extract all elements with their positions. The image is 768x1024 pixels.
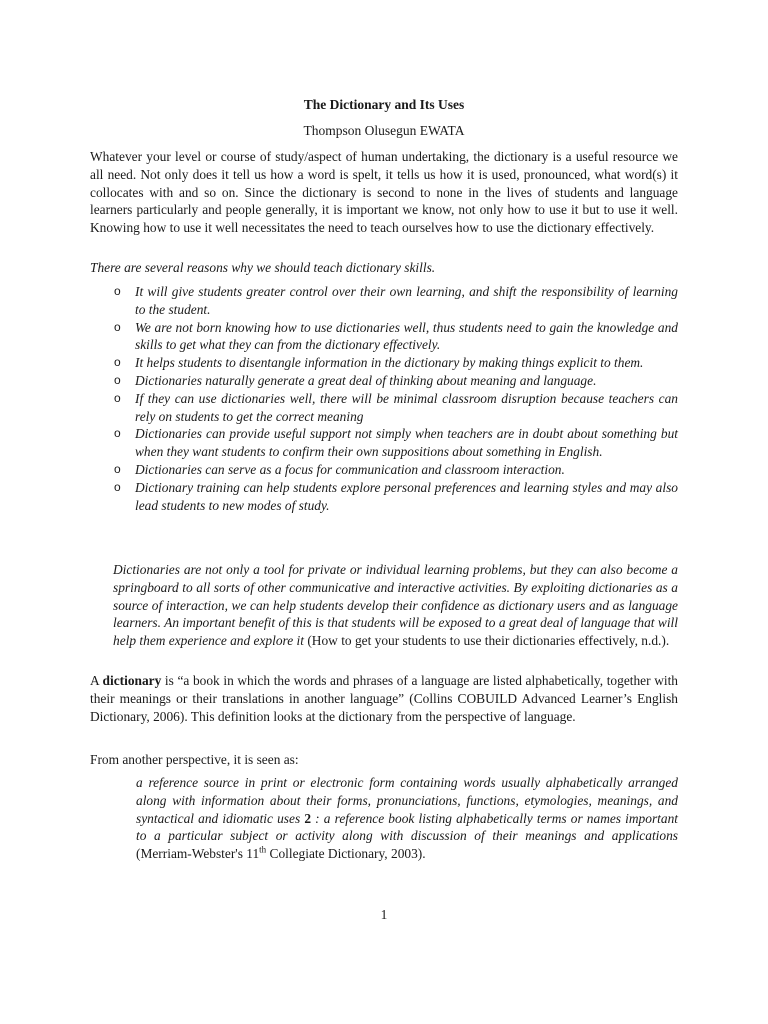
bullet-marker: o [114,284,121,298]
definition-paragraph [90,672,678,725]
list-item-text: It helps students to disentangle information in the dictionary by making things explicit to them. [135,355,644,371]
list-item [90,372,678,390]
bullet-marker: o [114,355,121,370]
definition-text: is “a book in which the words and phrases of a language are listed alphabetically, together with their meanings or their translations in another language” (Collins COBUILD Advanced Learner’s English Dictionary, 2006). This definition looks at the dictionary from the perspective of language. [90,673,679,724]
list-item-text: We are not born knowing how to use dictionaries well, thus students need to gain the knowledge and skills to get what they can from the dictionary effectively. [135,319,678,353]
quote-text: Dictionaries are not only a tool for private or individual learning problems, but they can also become a springboard to all sorts of other communicative and interactive activities. By exploiting dictionaries as a source of interaction, we can help students develop their confidence as dictionary users and as language learners. An important benefit of this is that students will be exposed to a great deal of language that will help them experience and explore it [113,562,678,649]
block-quote-merriam-webster [136,774,678,863]
bullet-marker: o [114,372,121,387]
list-item [90,479,678,515]
perspective-paragraph: From another perspective, it is seen as: [90,752,299,767]
author-name: Thompson Olusegun EWATA [303,123,465,138]
bullet-marker: o [114,426,121,441]
list-item-text: Dictionaries can serve as a focus for communication and classroom interaction. [135,461,565,477]
list-item [90,319,678,355]
list-item [90,390,678,426]
list-item [90,425,678,461]
quote-sense-number: 2 [304,810,312,826]
quote-citation-part1: (Merriam-Webster's 11 [136,846,260,862]
reasons-list [90,283,678,514]
quote-citation-part2: Collegiate Dictionary, 2003). [266,846,426,862]
intro-paragraph: Whatever your level or course of study/aspect of human undertaking, the dictionary is a useful resource we all need. Not only does it tell us how a word is spelt, it tells us how it is used, pronounced, what word(s) it collocates with and so on. Since the dictionary is second to none in the lives of students and language learners particularly and people generally, it is important we know, not only how to use it but to use it well. Knowing how to use it well necessitates the need to teach ourselves how to use the dictionary effectively. [90,149,678,236]
ordinal-superscript: th [259,844,267,855]
list-item [90,461,678,479]
list-item-text: Dictionaries can provide useful support not simply when teachers are in doubt about something but when they want students to confirm their own suppositions about something in English. [135,426,678,460]
bullet-marker: o [114,461,121,476]
list-item-text: It will give students greater control over their own learning, and shift the responsibility of learning to the student. [135,284,678,317]
list-item [90,354,678,372]
bullet-marker: o [114,390,121,405]
list-item-text: Dictionary training can help students explore personal preferences and learning styles and may also lead students to new modes of study. [135,479,678,513]
definition-term: dictionary [102,673,162,688]
list-item-text: If they can use dictionaries well, there will be minimal classroom disruption because teachers can rely on students to get the correct meaning [135,390,678,424]
list-item [90,283,678,319]
bullet-marker: o [114,319,121,334]
reasons-lead-paragraph: There are several reasons why we should teach dictionary skills. [90,260,436,275]
definition-prefix: A [90,673,103,688]
page-number: 1 [380,907,388,922]
quote-text-part1: a reference source in print or electronic form containing words usually alphabetically arranged along with information about their forms, pronunciations, functions, etymologies, meanings, and syntactical and idiomatic uses [136,775,678,826]
block-quote-dictionaries [113,561,678,650]
quote-citation: (How to get your students to use their dictionaries effectively, n.d.). [304,633,670,649]
bullet-marker: o [114,479,121,494]
list-item-text: Dictionaries naturally generate a great deal of thinking about meaning and language. [135,372,597,388]
document-title: The Dictionary and Its Uses [303,97,465,112]
quote-text-part2: : a reference book listing alphabetically terms or names important to a particular subject or activity along with discussion of their meanings and applications [136,810,678,844]
